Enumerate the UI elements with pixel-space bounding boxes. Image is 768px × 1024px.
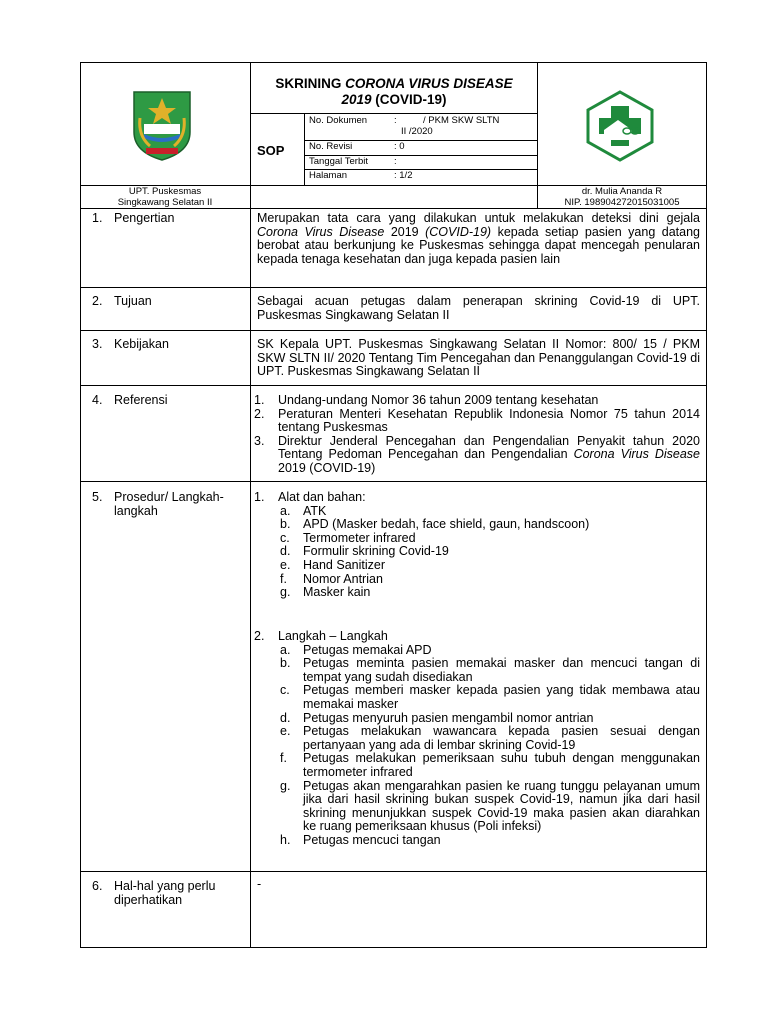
list-item: 1. Undang-undang Nomor 36 tahun 2009 tentang kesehatan	[254, 393, 599, 407]
list-item: c. Termometer infrared	[280, 530, 416, 545]
list-item: b. APD (Masker bedah, face shield, gaun, handscoon)	[280, 517, 590, 532]
list-item: d. Petugas menyuruh pasien mengambil nomor antrian	[280, 710, 594, 725]
list-item: h. Petugas mencuci tangan	[280, 832, 441, 847]
head-signature-caption: dr. Mulia Ananda R NIP. 198904272015031005	[564, 186, 680, 208]
meta-label: No. Revisi	[309, 141, 353, 152]
list-item: b. Petugas meminta pasien memakai masker dan mencuci tangan di tempat yang sudah disediakan	[280, 656, 700, 684]
list-item: e. Hand Sanitizer	[280, 557, 385, 572]
list-item: 3. Direktur Jenderal Pencegahan dan Pengendalian Penyakit tahun 2020 Tentang Pedoman Pencegahan dan Pengendalian Corona Virus Disease 2019 (COVID-19)	[254, 433, 701, 475]
city-emblem-logo	[128, 88, 196, 162]
referensi-list	[254, 394, 700, 476]
meta-value: : 0	[394, 141, 405, 152]
puskesmas-logo	[584, 90, 656, 162]
hal-hal-text: -	[257, 877, 262, 891]
meta-value-cont: II /2020	[401, 126, 433, 137]
list-item: a. Petugas memakai APD	[280, 642, 432, 657]
sop-label: SOP	[257, 143, 285, 158]
list-item: 2. Peraturan Menteri Kesehatan Republik Indonesia Nomor 75 tahun 2014 tentang Puskesmas	[254, 406, 700, 435]
meta-label: Halaman	[309, 170, 348, 181]
document-title: SKRINING CORONA VIRUS DISEASE 2019 (COVID-19)	[275, 76, 513, 107]
meta-label: No. Dokumen	[309, 115, 368, 126]
list-item: g. Masker kain	[280, 585, 371, 600]
list-item: f. Petugas melakukan pemeriksaan suhu tubuh dengan menggunakan termometer infrared	[280, 751, 700, 779]
list-item: 1. Alat dan bahan:	[254, 490, 366, 504]
list-item: a. ATK	[280, 503, 327, 518]
list-item: d. Formulir skrining Covid-19	[280, 544, 449, 559]
list-item: f. Nomor Antrian	[280, 571, 383, 586]
meta-value: : 1/2	[394, 170, 413, 181]
kebijakan-text: SK Kepala UPT. Puskesmas Singkawang Selatan II Nomor: 800/ 15 / PKM SKW SLTN II/ 2020 Tentang Tim Pencegahan dan Penanggulangan Covid-19 di UPT. Puskesmas Singkawang Selatan II	[257, 337, 700, 379]
prosedur-alat	[254, 491, 700, 600]
list-item: e. Petugas melakukan wawancara kepada pasien sesuai dengan pertanyaan yang ada di lembar skrining Covid-19	[280, 724, 700, 752]
organization-caption: UPT. Puskesmas Singkawang Selatan II	[117, 186, 213, 208]
list-item: c. Petugas memberi masker kepada pasien yang tidak membawa atau memakai masker	[280, 683, 700, 711]
list-item: 2. Langkah – Langkah	[254, 629, 388, 643]
meta-value: :	[394, 156, 397, 167]
meta-label: Tanggal Terbit	[309, 156, 368, 167]
prosedur-langkah	[254, 630, 700, 848]
list-item: g. Petugas akan mengarahkan pasien ke ruang tunggu pelayanan umum jika dari hasil skrining bukan suspek Covid-19, namun jika dari hasil skrining menunjukkan suspek Covid-19 maka pasien akan diarahkan ke ruang pemeriksaan khusus (Poli infeksi)	[280, 778, 700, 834]
pengertian-text: Merupakan tata cara yang dilakukan untuk melakukan deteksi dini gejala Corona Virus Disease 2019 (COVID-19) kepada setiap pasien yang datang berobat atau berkunjung ke Puskesmas sehingga dapat mencegah penularan kepada tenaga kesehatan dan juga kepada pasien lain	[257, 211, 700, 266]
tujuan-text: Sebagai acuan petugas dalam penerapan skrining Covid-19 di UPT. Puskesmas Singkawang Selatan II	[257, 294, 700, 322]
meta-value: : / PKM SKW SLTN	[394, 115, 500, 126]
